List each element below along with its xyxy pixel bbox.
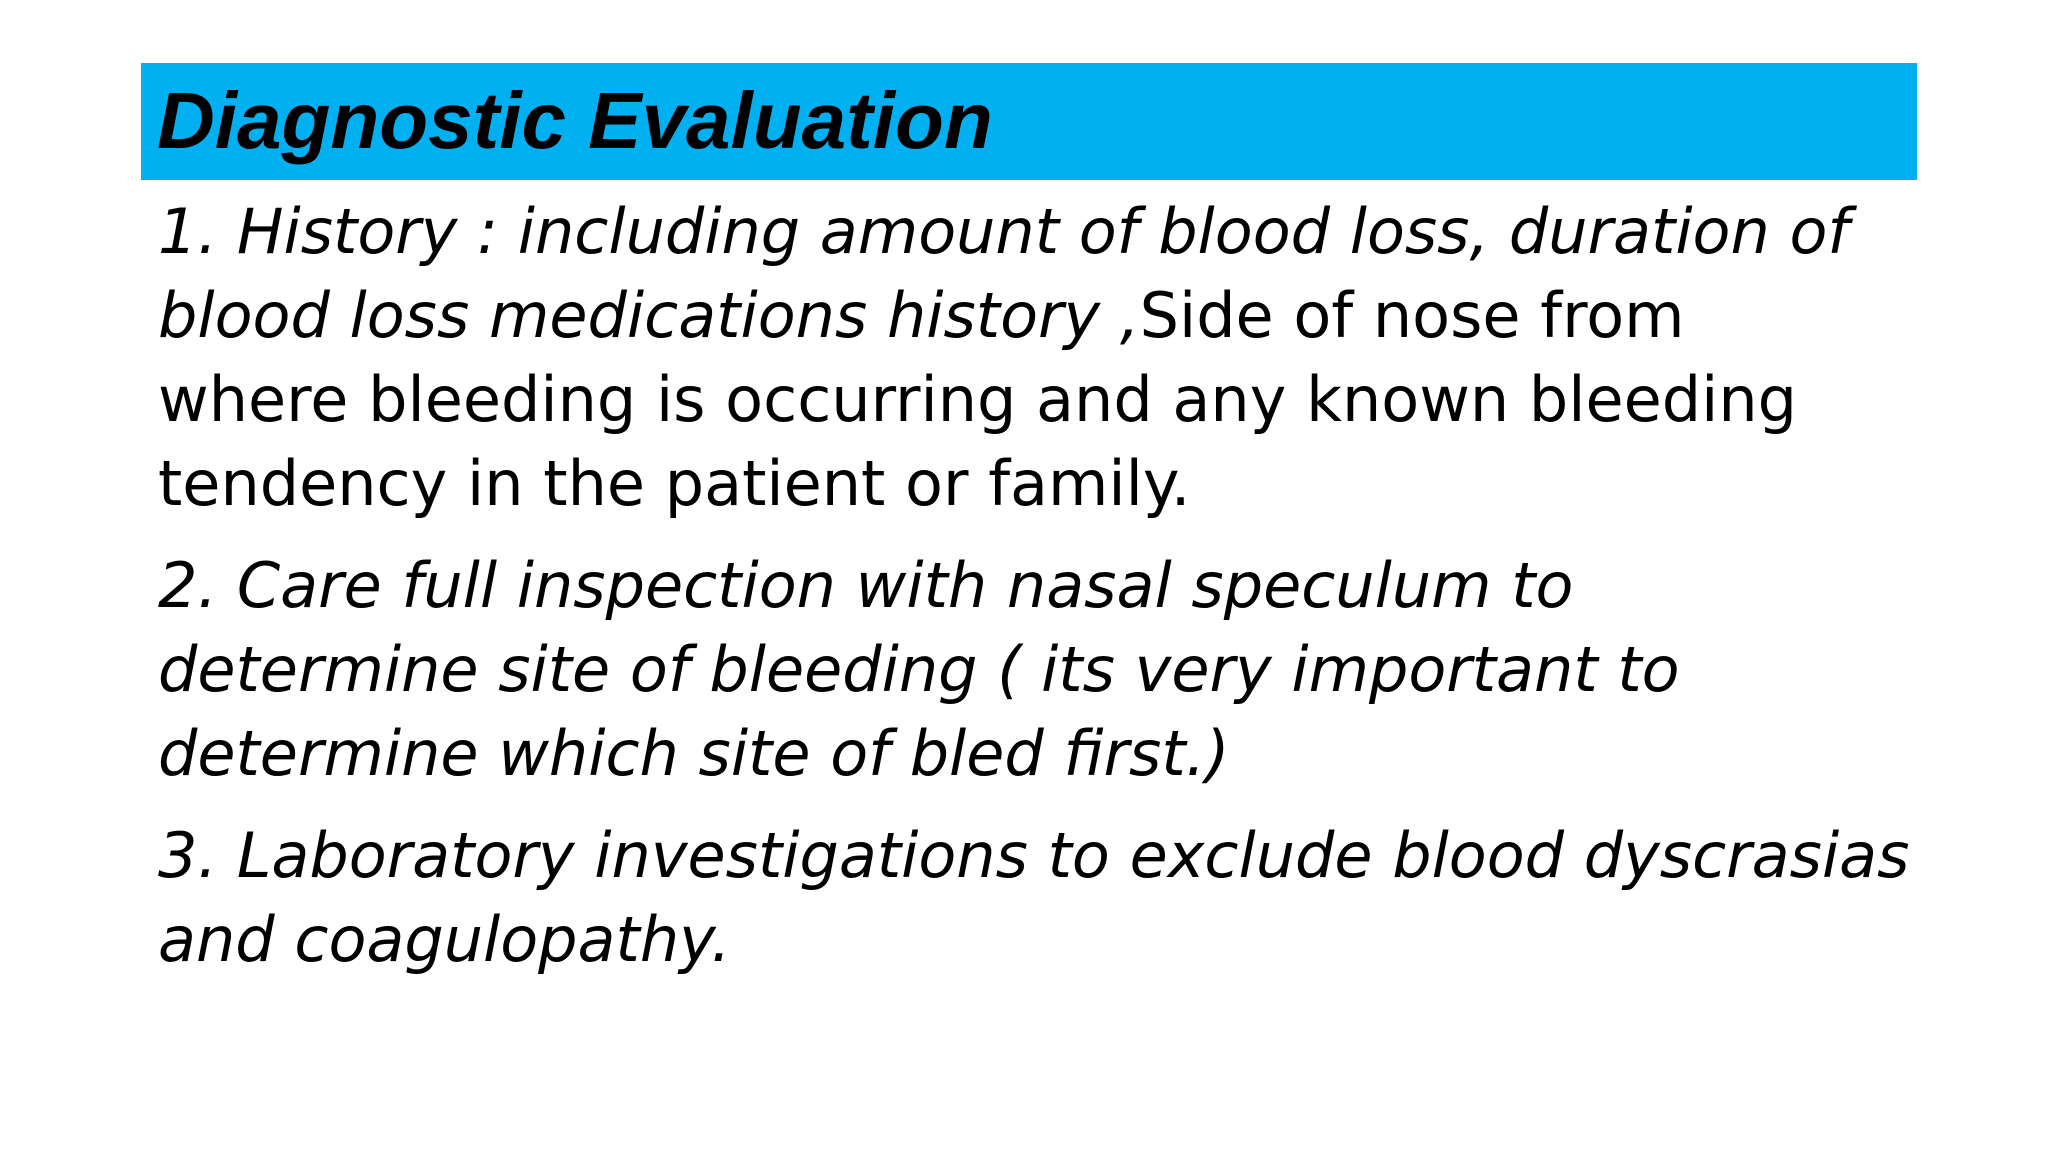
point-3-line-2: and coagulopathy. xyxy=(158,903,731,976)
point-1-line-4: tendency in the patient or family. xyxy=(158,447,1191,520)
point-3-line-1: 3. Laboratory investigations to exclude blood dyscrasias xyxy=(158,819,1910,892)
point-1-line-3: where bleeding is occurring and any known bleeding xyxy=(158,363,1798,436)
point-2-line-1: 2. Care full inspection with nasal speculum to xyxy=(158,549,1574,622)
point-2 xyxy=(158,544,1928,796)
point-3 xyxy=(158,814,1928,982)
point-1 xyxy=(158,190,1928,526)
point-2-line-3: determine which site of bled first.) xyxy=(158,717,1230,790)
point-2-line-2: determine site of bleeding ( its very important to xyxy=(158,633,1680,706)
slide-title: Diagnostic Evaluation xyxy=(157,76,993,165)
point-1-line-2: blood loss medications history ,Side of nose from xyxy=(158,279,1685,352)
title-bar xyxy=(141,63,1917,180)
slide-body xyxy=(158,190,1928,982)
point-1-line-1: 1. History : including amount of blood loss, duration of xyxy=(158,195,1850,268)
